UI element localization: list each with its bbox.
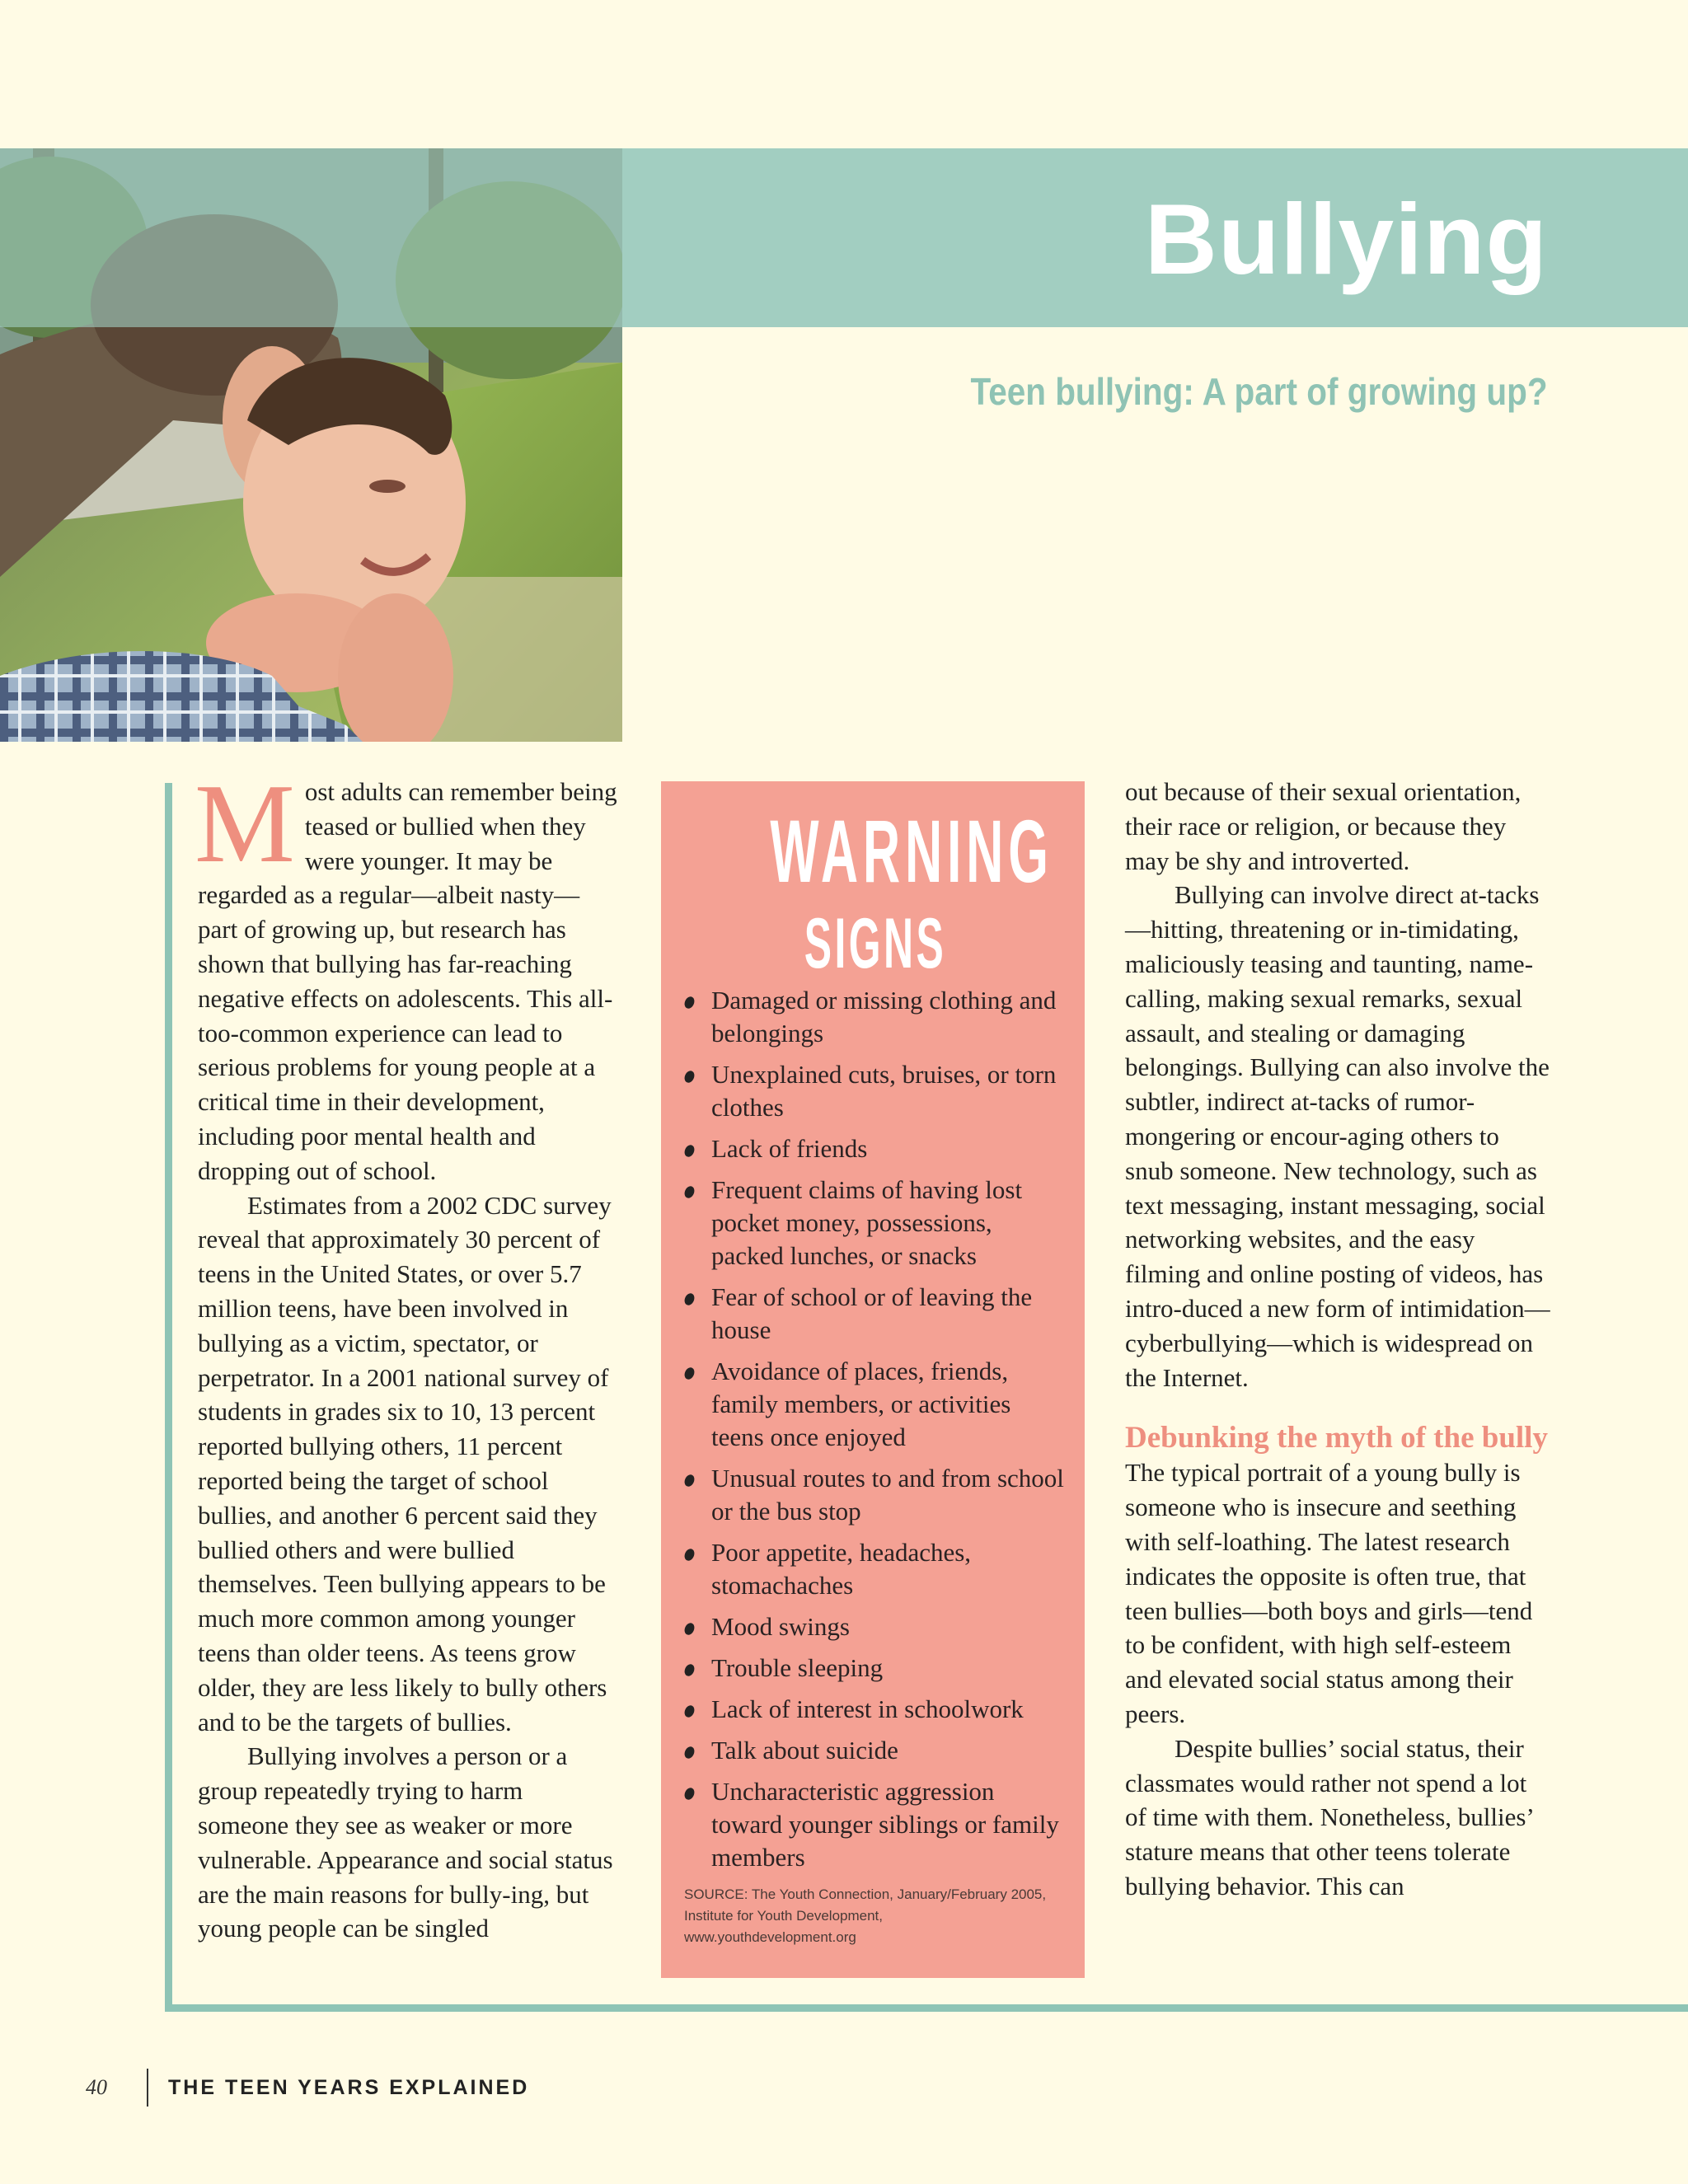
list-item: Lack of interest in schoolwork <box>682 1693 1069 1726</box>
paragraph-text: ost adults can remember being teased or bullied when they were younger. It may be regarded as a regular—albeit nasty—part of growing up, but research has shown that bullying has far-reaching negative effects on adolescents. This all-too-common experience can lead to serious problems for young people at a critical time in their development, including poor mental health and dropping out of school. <box>198 777 617 1185</box>
footer-divider <box>147 2069 148 2107</box>
bullet-icon <box>682 1069 696 1084</box>
article-paragraph: Estimates from a 2002 CDC survey reveal that approximately 30 percent of teens in the United States, or over 5.7 million teens, have been involved in bullying as a victim, spectator, or perpetrator. In a 2001 national survey of students in grades six to 10, 13 percent reported bullying others, 11 percent reported being the target of school bullies, and another 6 percent said they bullied others and were bullied themselves. Teen bullying appears to be much more common among younger teens than older teens. As teens grow older, they are less likely to bully others and to be the targets of bullies. <box>198 1190 612 1736</box>
warning-signs-list <box>682 984 1069 1882</box>
bottom-rule <box>165 2004 1688 2012</box>
article-paragraph: Bullying can involve direct at-tacks—hitting, threatening or in-timidating, maliciously teasing and taunting, name-calling, making sexual remarks, sexual assault, and stealing or damaging belongings. Bullying can also involve the subtler, indirect at-tacks of rumor-mongering or encour-aging others to snub someone. New technology, such as text messaging, instant messaging, social networking websites, and the easy filming and online posting of videos, has intro-duced a new form of intimidation—cyberbullying—which is widespread on the Internet. <box>1125 880 1550 1392</box>
bullet-icon <box>682 1745 696 1760</box>
warning-title: WARNING <box>770 801 1053 901</box>
list-item: Frequent claims of having lost pocket money, possessions, packed lunches, or snacks <box>682 1174 1069 1272</box>
publication-title: THE TEEN YEARS EXPLAINED <box>168 2076 530 2099</box>
source-note: SOURCE: The Youth Connection, January/February 2005, Institute for Youth Development, www.youthdevelopment.org <box>684 1886 1047 1945</box>
warning-signs-box <box>661 781 1085 1978</box>
signs-title: SIGNS <box>804 904 947 983</box>
drop-cap: M <box>195 761 295 886</box>
list-item: Talk about suicide <box>682 1734 1069 1767</box>
article-paragraph: out because of their sexual orientation, their race or religion, or because they may be shy and introverted. <box>1125 777 1522 875</box>
bullet-icon <box>682 1143 696 1158</box>
bullet-icon <box>682 1662 696 1677</box>
bullet-icon <box>682 1366 696 1380</box>
page-number: 40 <box>86 2075 107 2099</box>
title-band-overlay <box>0 148 622 327</box>
bullet-icon <box>682 1704 696 1718</box>
left-rule <box>165 783 172 2011</box>
article-column-3 <box>1125 775 1554 1904</box>
list-item: Trouble sleeping <box>682 1652 1069 1685</box>
section-subhead: Debunking the myth of the bully <box>1125 1421 1548 1455</box>
bullet-icon <box>682 1786 696 1801</box>
list-item: Unexplained cuts, bruises, or torn clothes <box>682 1058 1069 1124</box>
article-paragraph: Bullying involves a person or a group repeatedly trying to harm someone they see as weaker or more vulnerable. Appearance and social status are the main reasons for bully-ing, but young people can be singled <box>198 1741 613 1943</box>
article-paragraph: The typical portrait of a young bully is someone who is insecure and seething with self-loathing. The latest research indicates the opposite is often true, that teen bullies—both boys and girls—tend to be confident, with high self-esteem and elevated social status among their peers. <box>1125 1458 1533 1728</box>
list-item: Uncharacteristic aggression toward younger siblings or family members <box>682 1775 1069 1874</box>
article-paragraph <box>195 761 618 1188</box>
list-item: Mood swings <box>682 1610 1069 1643</box>
list-item: Unusual routes to and from school or the bus stop <box>682 1462 1069 1528</box>
list-item: Poor appetite, headaches, stomachaches <box>682 1536 1069 1602</box>
list-item: Avoidance of places, friends, family members, or activities teens once enjoyed <box>682 1355 1069 1454</box>
page-title: Bullying <box>1144 183 1548 295</box>
bullet-icon <box>682 1473 696 1488</box>
article-paragraph: Despite bullies’ social status, their classmates would rather not spend a lot of time with them. Nonetheless, bullies’ stature means that other teens tolerate bullying behavior. This can <box>1125 1733 1533 1900</box>
list-item: Damaged or missing clothing and belongings <box>682 984 1069 1050</box>
article-column-1 <box>195 761 618 1946</box>
bullet-icon <box>682 995 696 1010</box>
bullet-icon <box>682 1291 696 1306</box>
list-item: Lack of friends <box>682 1132 1069 1165</box>
bullet-icon <box>682 1547 696 1562</box>
list-item: Fear of school or of leaving the house <box>682 1281 1069 1347</box>
bullet-icon <box>682 1184 696 1199</box>
page-subtitle: Teen bullying: A part of growing up? <box>970 370 1548 413</box>
bullet-icon <box>682 1621 696 1636</box>
